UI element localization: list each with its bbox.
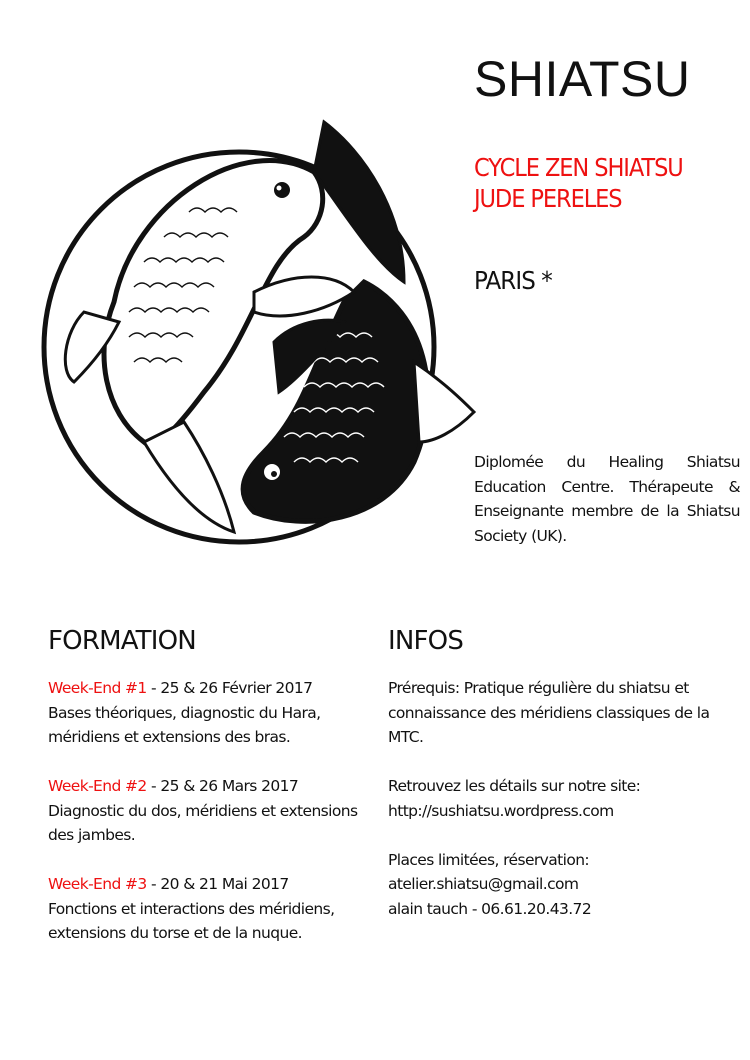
page-title: SHIATSU — [474, 51, 691, 107]
weekend-title — [48, 676, 358, 701]
weekend-item — [48, 774, 358, 848]
weekend-item — [48, 676, 358, 750]
prerequis-text: Prérequis: Pratique régulière du shiatsu et connaissance des méridiens classiques de la MTC. — [388, 679, 710, 746]
website-block — [388, 774, 738, 823]
koi-fish-yin-yang-icon — [24, 112, 484, 552]
prerequis-block — [388, 676, 738, 750]
formation-heading: FORMATION — [48, 626, 196, 656]
weekend-description: Bases théoriques, diagnostic du Hara, méridiens et extensions des bras. — [48, 703, 321, 746]
weekend-title — [48, 872, 358, 897]
formation-section — [48, 624, 358, 970]
website-link[interactable]: http://sushiatsu.wordpress.com — [388, 801, 614, 820]
weekend-label: Week-End #3 — [48, 875, 147, 893]
city-label: PARIS * — [474, 266, 552, 295]
subtitle-cycle: CYCLE ZEN SHIATSU — [474, 153, 683, 182]
weekend-label: Week-End #2 — [48, 777, 147, 795]
weekend-date: - 20 & 21 Mai 2017 — [146, 875, 289, 893]
weekend-date: - 25 & 26 Mars 2017 — [146, 777, 299, 795]
contact-phone: alain tauch - 06.61.20.43.72 — [388, 899, 592, 918]
email-link[interactable]: atelier.shiatsu@gmail.com — [388, 875, 579, 893]
weekend-label: Week-End #1 — [48, 679, 147, 697]
subtitle — [474, 152, 683, 214]
teacher-bio: Diplomée du Healing Shiatsu Education Centre. Thérapeute & Enseignante membre de la Shiatsu Society (UK). — [474, 453, 740, 545]
weekend-item — [48, 872, 358, 946]
weekend-description: Fonctions et interactions des méridiens, extensions du torse et de la nuque. — [48, 899, 335, 942]
infos-section — [388, 624, 738, 946]
reservation-label: Places limitées, réservation: — [388, 850, 590, 869]
infos-heading: INFOS — [388, 626, 464, 656]
weekend-title — [48, 774, 358, 799]
website-label: Retrouvez les détails sur notre site: — [388, 777, 641, 795]
weekend-description: Diagnostic du dos, méridiens et extensions des jambes. — [48, 801, 358, 844]
weekend-date: - 25 & 26 Février 2017 — [146, 679, 313, 697]
subtitle-teacher: JUDE PERELES — [474, 184, 622, 213]
reservation-block — [388, 848, 738, 922]
